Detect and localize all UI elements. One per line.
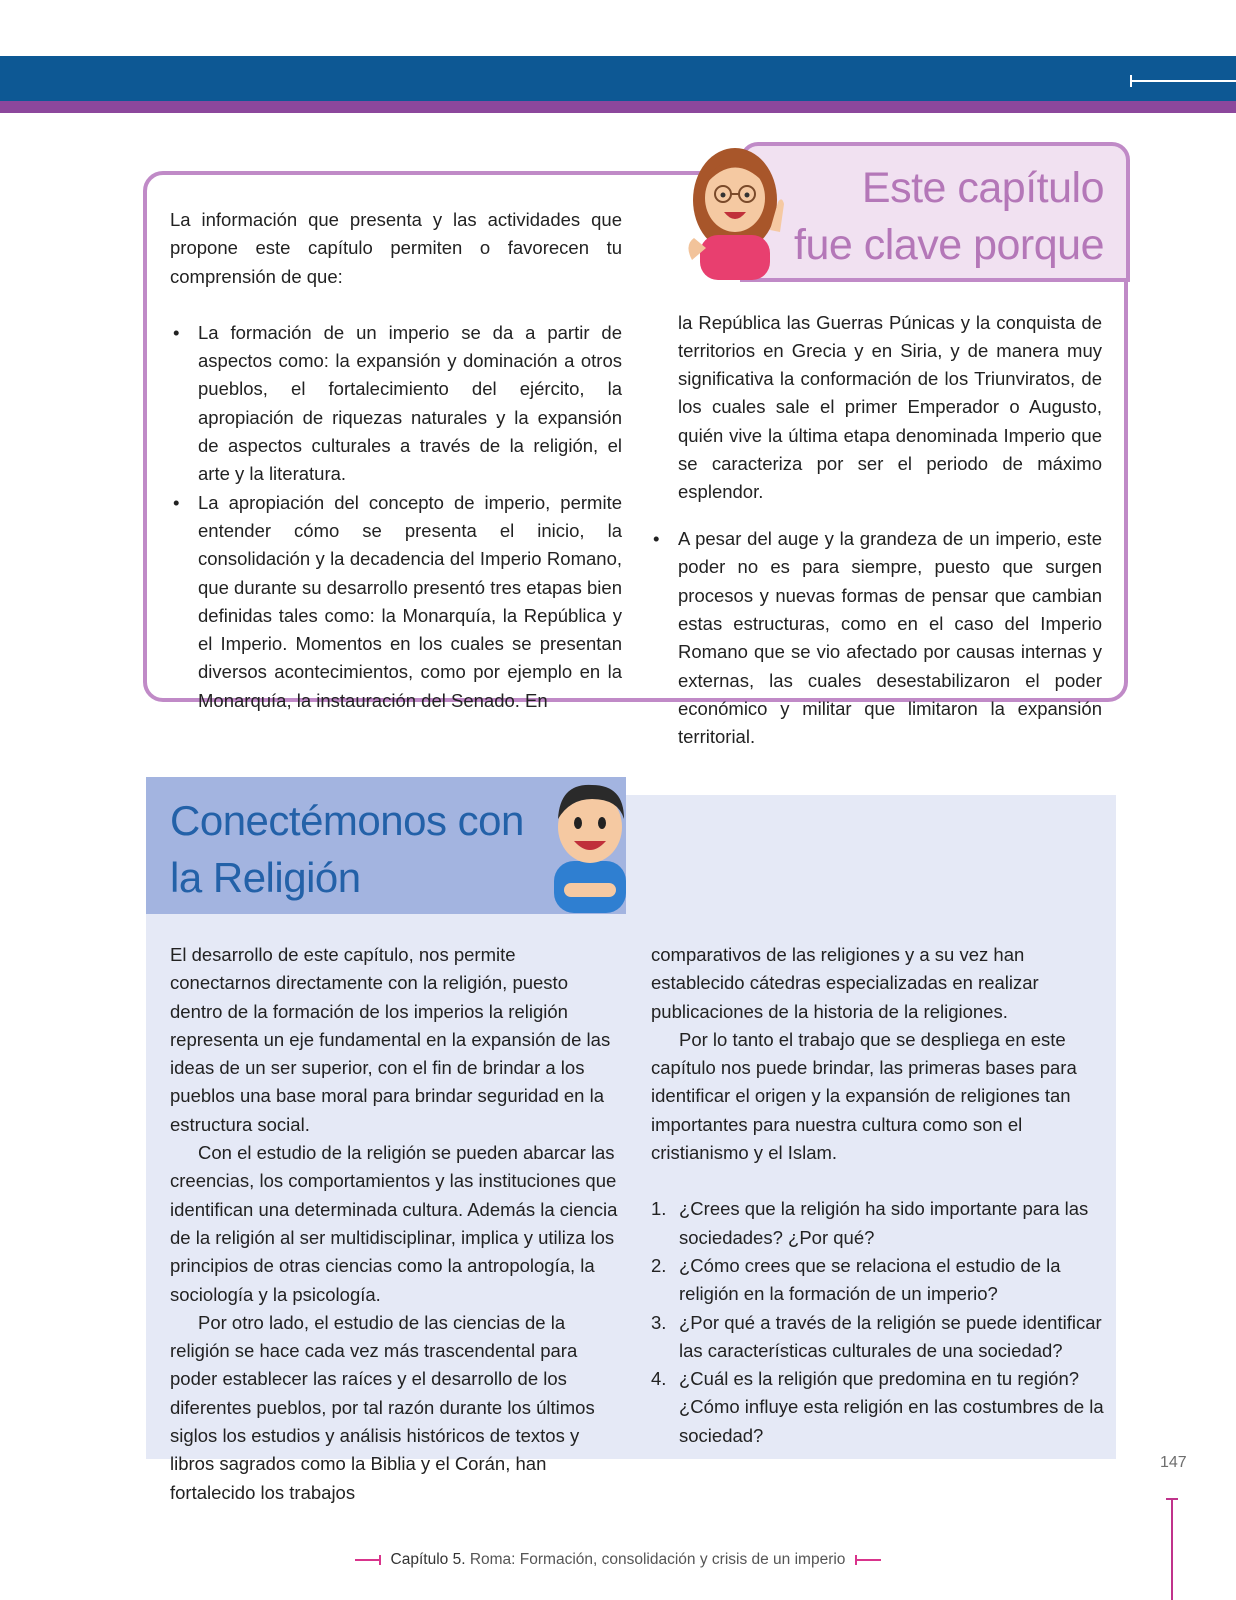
header-tick: [1130, 75, 1132, 87]
religion-paragraph-1: El desarrollo de este capítulo, nos permite conectarnos directamente con la religión, puesto dentro de la formación de los imperios la religión representa un eje fundamental en la expansión de las ideas de un ser superior, con el fin de brindar a los pueblos una base moral para brindar seguridad en la estructura social.: [170, 944, 611, 1135]
header-accent-bar: [0, 101, 1236, 113]
religion-left-column: [170, 941, 620, 1507]
religion-title: Conectémonos con la Religión: [170, 797, 524, 901]
religion-paragraph-2: Con el estudio de la religión se pueden abarcar las creencias, los comportamientos y las instituciones que identifican una determinada cultura. Además la ciencia de la religión al ser multidisciplinar, implica y utiliza los principios de otras ciencias como la antropología, la sociología y la psicología.: [170, 1142, 618, 1305]
girl-character-icon: [680, 140, 790, 280]
header-bar: [0, 56, 1236, 101]
religion-paragraph-3: Por otro lado, el estudio de las ciencias de la religión se hace cada vez más trascendental para poder establecer las raíces y el desarrollo de los diferentes pueblos, por tal razón durante los últimos siglos los estudios y análisis históricos de textos y libros sagrados como la Biblia y el Corán, han fortalecido los trabajos: [170, 1311, 595, 1503]
key-right-column: [653, 290, 1102, 751]
footer-subtitle: Roma: Formación, consolidación y crisis de un imperio: [469, 1551, 846, 1568]
footer-mark-right: [855, 1559, 881, 1561]
boy-character-icon: [540, 775, 640, 915]
key-bullet-1: • La formación de un imperio se da a partir de aspectos como: la expansión y dominación a otros pueblos, el fortalecimiento del ejército, la apropiación de riquezas naturales y la expansión de aspectos culturales a través de la religión, el arte y la literatura.: [173, 321, 622, 485]
key-chapter-title-box: [740, 142, 1130, 282]
question-item: 1. ¿Crees que la religión ha sido importante para las sociedades? ¿Por qué?: [651, 1198, 1089, 1248]
page-edge-line: [1171, 1498, 1173, 1600]
footer: [0, 1551, 1236, 1569]
religion-right-column: [651, 941, 1106, 1450]
footer-mark-left: [355, 1559, 381, 1561]
page-number: 147: [1160, 1454, 1187, 1471]
religion-paragraph-3-continued: comparativos de las religiones y a su vez han establecido cátedras especializadas en realizar publicaciones de la historia de la religiones.: [651, 944, 1039, 1022]
key-bullet-3: • A pesar del auge y la grandeza de un imperio, este poder no es para siempre, puesto que surgen procesos y nuevas formas de pensar que cambian estas estructuras, como en el caso del Imperio Romano que se vio afectado por causas internas y externas, las cuales desestabilizaron el poder económico y militar que limitaron la expansión territorial.: [653, 528, 1102, 748]
key-bullet-2: • La apropiación del concepto de imperio, permite entender cómo se presenta el inicio, la consolidación y la decadencia del Imperio Romano, que durante su desarrollo presentó tres etapas bien definidas tales como: la Monarquía, la República y el Imperio. Momentos en los cuales se presentan diversos acontecimientos, como por ejemplo en la Monarquía, la instauración del Senado. En: [173, 491, 622, 711]
header-line: [1130, 80, 1236, 82]
religion-paragraph-4: Por lo tanto el trabajo que se despliega en este capítulo nos puede brindar, las primeras bases para identificar el origen y la expansión de religiones tan importantes para nuestra cultura como son el cristianismo y el Islam.: [651, 1028, 1077, 1164]
religion-questions: [651, 1195, 1106, 1450]
footer-chapter: Capítulo 5.: [390, 1551, 466, 1568]
question-item: 3. ¿Por qué a través de la religión se puede identificar las características culturales de una sociedad?: [651, 1311, 1102, 1361]
key-chapter-title: Este capítulo fue clave porque: [794, 164, 1104, 269]
key-left-column: [170, 206, 622, 715]
question-item: 2. ¿Cómo crees que se relaciona el estudio de la religión en la formación de un imperio?: [651, 1254, 1061, 1305]
question-item: 4. ¿Cuál es la religión que predomina en tu región? ¿Cómo influye esta religión en las costumbres de la sociedad?: [651, 1368, 1104, 1446]
key-intro: La información que presenta y las actividades que propone este capítulo permiten o favorecen tu comprensión de que:: [170, 209, 622, 287]
key-bullet-2-continued: la República las Guerras Púnicas y la conquista de territorios en Grecia y en Siria, y de manera muy significativa la conformación de los Triunviratos, de los cuales sale el primer Emperador o Augusto, quién vive la última etapa denominada Imperio que se caracteriza por ser el periodo de máximo esplendor.: [678, 311, 1102, 503]
